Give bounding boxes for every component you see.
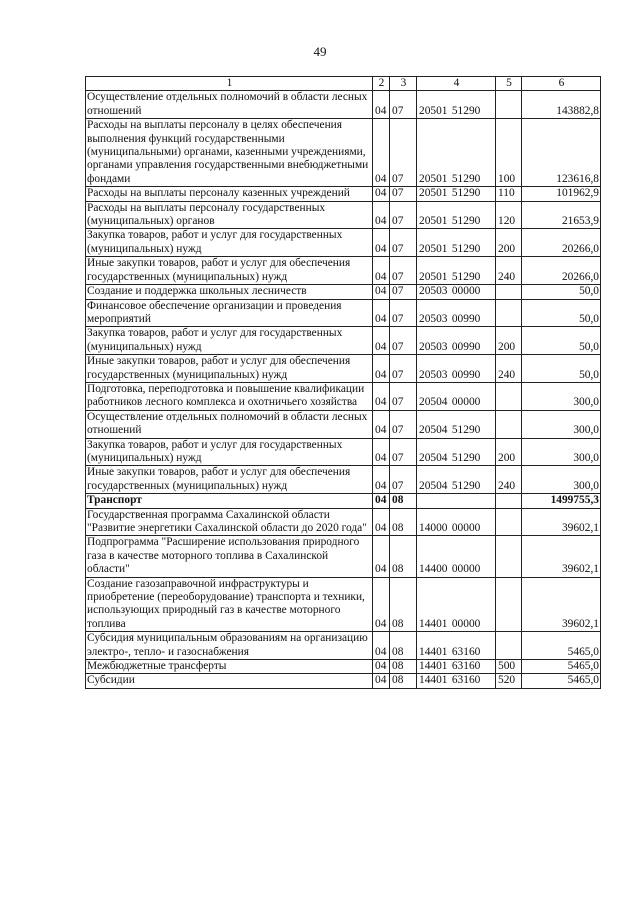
row-target-article — [417, 201, 496, 229]
row-name: Субсидии — [86, 674, 373, 688]
header-cell: 2 — [373, 77, 390, 91]
table-row — [86, 382, 601, 410]
row-subsection: 08 — [390, 536, 417, 577]
row-subsection: 08 — [390, 660, 417, 674]
row-subsection: 07 — [390, 299, 417, 327]
row-expense-type: 520 — [496, 674, 522, 688]
target-article-direction: 00990 — [451, 340, 481, 353]
row-target-article — [417, 382, 496, 410]
row-section: 04 — [373, 508, 390, 536]
row-target-article — [417, 494, 496, 508]
table-row — [86, 410, 601, 438]
row-expense-type: 120 — [496, 201, 522, 229]
table-row — [86, 355, 601, 383]
row-target-article — [417, 536, 496, 577]
row-subsection: 08 — [390, 494, 417, 508]
target-article-direction: 00000 — [451, 522, 481, 534]
row-target-article — [417, 187, 496, 201]
row-name: Иные закупки товаров, работ и услуг для обеспечения государственных (муниципальных) нужд — [86, 355, 373, 383]
target-article-direction: 00000 — [451, 396, 481, 409]
row-section: 04 — [373, 494, 390, 508]
row-expense-type — [496, 577, 522, 632]
table-row — [86, 299, 601, 327]
row-section: 04 — [373, 466, 390, 494]
row-amount: 50,0 — [522, 355, 601, 383]
target-article-program: 14000 — [419, 522, 448, 534]
row-section: 04 — [373, 438, 390, 466]
row-section: 04 — [373, 632, 390, 660]
row-expense-type — [496, 410, 522, 438]
row-name: Субсидия муниципальным образованиям на организацию электро-, тепло- и газоснабжения — [86, 632, 373, 660]
row-subsection: 07 — [390, 187, 417, 201]
target-article-program: 20503 — [419, 368, 448, 381]
row-section: 04 — [373, 536, 390, 577]
row-expense-type — [496, 508, 522, 536]
row-section: 04 — [373, 327, 390, 355]
row-section: 04 — [373, 382, 390, 410]
row-expense-type: 100 — [496, 119, 522, 187]
target-article-program: 14401 — [419, 617, 448, 630]
target-article-direction: 51290 — [451, 215, 481, 228]
target-article-direction: 00000 — [451, 563, 481, 576]
row-subsection: 07 — [390, 119, 417, 187]
row-target-article — [417, 299, 496, 327]
row-expense-type — [496, 382, 522, 410]
row-expense-type: 200 — [496, 438, 522, 466]
row-section: 04 — [373, 201, 390, 229]
row-subsection: 07 — [390, 438, 417, 466]
target-article-direction: 51290 — [451, 172, 481, 185]
row-subsection: 07 — [390, 285, 417, 299]
row-target-article — [417, 229, 496, 257]
table-row — [86, 285, 601, 299]
row-amount: 300,0 — [522, 382, 601, 410]
target-article-direction: 51290 — [451, 187, 481, 200]
target-article-direction: 63160 — [451, 645, 481, 658]
row-name: Иные закупки товаров, работ и услуг для обеспечения государственных (муниципальных) нужд — [86, 257, 373, 285]
row-name: Расходы на выплаты персоналу государственных (муниципальных) органов — [86, 201, 373, 229]
row-name: Межбюджетные трансферты — [86, 660, 373, 674]
row-expense-type — [496, 632, 522, 660]
row-amount: 1499755,3 — [522, 494, 601, 508]
target-article-direction: 51290 — [451, 479, 481, 492]
row-amount: 50,0 — [522, 285, 601, 299]
row-target-article — [417, 466, 496, 494]
row-amount: 5465,0 — [522, 632, 601, 660]
target-article-direction: 51290 — [451, 270, 481, 283]
row-name: Подготовка, переподготовка и повышение квалификации работников лесного комплекса и охотничьего хозяйства — [86, 382, 373, 410]
row-name: Государственная программа Сахалинской области "Развитие энергетики Сахалинской области до 2020 года" — [86, 508, 373, 536]
row-amount: 50,0 — [522, 299, 601, 327]
row-name: Закупка товаров, работ и услуг для государственных (муниципальных) нужд — [86, 327, 373, 355]
row-amount: 5465,0 — [522, 674, 601, 688]
target-article-program: 20504 — [419, 451, 448, 464]
row-name: Подпрограмма "Расширение использования природного газа в качестве моторного топлива в Сахалинской области" — [86, 536, 373, 577]
target-article-program: 20504 — [419, 396, 448, 409]
table-row — [86, 536, 601, 577]
row-amount: 21653,9 — [522, 201, 601, 229]
row-section: 04 — [373, 257, 390, 285]
row-amount: 300,0 — [522, 438, 601, 466]
target-article-program: 20503 — [419, 340, 448, 353]
row-section: 04 — [373, 577, 390, 632]
row-amount: 300,0 — [522, 466, 601, 494]
row-section: 04 — [373, 119, 390, 187]
target-article-program: 20501 — [419, 104, 448, 117]
row-section: 04 — [373, 355, 390, 383]
row-expense-type — [496, 299, 522, 327]
row-subsection: 07 — [390, 257, 417, 285]
row-expense-type: 500 — [496, 660, 522, 674]
row-target-article — [417, 410, 496, 438]
row-section: 04 — [373, 91, 390, 119]
row-subsection: 07 — [390, 466, 417, 494]
row-subsection: 08 — [390, 577, 417, 632]
row-subsection: 07 — [390, 355, 417, 383]
row-target-article — [417, 91, 496, 119]
row-subsection: 07 — [390, 229, 417, 257]
header-cell: 5 — [496, 77, 522, 91]
row-subsection: 07 — [390, 91, 417, 119]
row-expense-type: 200 — [496, 229, 522, 257]
table-row — [86, 438, 601, 466]
table-row — [86, 494, 601, 508]
table-row — [86, 660, 601, 674]
target-article-program: 20501 — [419, 242, 448, 255]
table-row — [86, 577, 601, 632]
row-amount: 39602,1 — [522, 536, 601, 577]
table-row — [86, 327, 601, 355]
target-article-direction: 00990 — [451, 312, 481, 325]
table-header-row — [86, 77, 601, 91]
table-row — [86, 466, 601, 494]
table-row — [86, 119, 601, 187]
row-subsection: 07 — [390, 382, 417, 410]
table-row — [86, 201, 601, 229]
row-section: 04 — [373, 674, 390, 688]
row-section: 04 — [373, 660, 390, 674]
row-target-article — [417, 508, 496, 536]
row-target-article — [417, 577, 496, 632]
target-article-program: 20504 — [419, 479, 448, 492]
row-name: Создание и поддержка школьных лесничеств — [86, 285, 373, 299]
row-name: Создание газозаправочной инфраструктуры и приобретение (переоборудование) транспорта и техники, использующих природный газ в качестве моторного топлива — [86, 577, 373, 632]
target-article-program: 14401 — [419, 645, 448, 658]
row-name: Транспорт — [86, 494, 373, 508]
row-amount: 5465,0 — [522, 660, 601, 674]
row-section: 04 — [373, 285, 390, 299]
page-number: 49 — [313, 44, 327, 59]
row-name: Расходы на выплаты персоналу казенных учреждений — [86, 187, 373, 201]
target-article-program: 20503 — [419, 312, 448, 325]
target-article-direction: 51290 — [451, 451, 481, 464]
table-row — [86, 91, 601, 119]
row-target-article — [417, 660, 496, 674]
row-target-article — [417, 285, 496, 299]
row-expense-type — [496, 285, 522, 299]
target-article-program: 14400 — [419, 563, 448, 576]
row-subsection: 07 — [390, 327, 417, 355]
row-target-article — [417, 119, 496, 187]
target-article-direction: 63160 — [451, 660, 481, 673]
row-name: Расходы на выплаты персоналу в целях обеспечения выполнения функций государственными (муниципальными) органами, казенными учреждениями, органами управления государственными внебюджетными фондами — [86, 119, 373, 187]
table-row — [86, 508, 601, 536]
row-section: 04 — [373, 187, 390, 201]
row-amount: 123616,8 — [522, 119, 601, 187]
target-article-direction: 63160 — [451, 674, 481, 687]
row-expense-type: 240 — [496, 355, 522, 383]
target-article-program: 20501 — [419, 172, 448, 185]
budget-table — [85, 76, 601, 689]
row-expense-type: 240 — [496, 257, 522, 285]
target-article-program: 14401 — [419, 660, 448, 673]
row-amount: 39602,1 — [522, 508, 601, 536]
target-article-program: 20501 — [419, 270, 448, 283]
header-cell: 4 — [417, 77, 496, 91]
row-target-article — [417, 438, 496, 466]
row-subsection: 08 — [390, 508, 417, 536]
table-row — [86, 674, 601, 688]
row-target-article — [417, 327, 496, 355]
target-article-program: 20501 — [419, 215, 448, 228]
row-amount: 300,0 — [522, 410, 601, 438]
row-expense-type: 240 — [496, 466, 522, 494]
row-name: Иные закупки товаров, работ и услуг для обеспечения государственных (муниципальных) нужд — [86, 466, 373, 494]
row-amount: 20266,0 — [522, 229, 601, 257]
target-article-direction: 00990 — [451, 368, 481, 381]
header-cell: 3 — [390, 77, 417, 91]
target-article-program: 20501 — [419, 187, 448, 200]
row-name: Закупка товаров, работ и услуг для государственных (муниципальных) нужд — [86, 229, 373, 257]
row-name: Финансовое обеспечение организации и проведения мероприятий — [86, 299, 373, 327]
row-expense-type — [496, 91, 522, 119]
row-name: Осуществление отдельных полномочий в области лесных отношений — [86, 91, 373, 119]
row-amount: 20266,0 — [522, 257, 601, 285]
table-row — [86, 229, 601, 257]
row-name: Закупка товаров, работ и услуг для государственных (муниципальных) нужд — [86, 438, 373, 466]
target-article-program: 20503 — [419, 285, 448, 298]
header-cell: 6 — [522, 77, 601, 91]
row-amount: 143882,8 — [522, 91, 601, 119]
row-amount: 39602,1 — [522, 577, 601, 632]
row-subsection: 08 — [390, 674, 417, 688]
row-amount: 101962,9 — [522, 187, 601, 201]
row-expense-type: 200 — [496, 327, 522, 355]
target-article-direction: 51290 — [451, 424, 481, 437]
target-article-program: 20504 — [419, 424, 448, 437]
row-amount: 50,0 — [522, 327, 601, 355]
row-subsection: 07 — [390, 201, 417, 229]
row-subsection: 08 — [390, 632, 417, 660]
row-section: 04 — [373, 299, 390, 327]
table-row — [86, 257, 601, 285]
row-expense-type: 110 — [496, 187, 522, 201]
row-section: 04 — [373, 410, 390, 438]
row-target-article — [417, 632, 496, 660]
row-expense-type — [496, 494, 522, 508]
target-article-direction: 51290 — [451, 104, 481, 117]
table-row — [86, 632, 601, 660]
row-expense-type — [496, 536, 522, 577]
row-target-article — [417, 355, 496, 383]
target-article-direction: 00000 — [451, 617, 481, 630]
target-article-direction: 00000 — [451, 285, 481, 298]
row-target-article — [417, 674, 496, 688]
row-name: Осуществление отдельных полномочий в области лесных отношений — [86, 410, 373, 438]
target-article-direction: 51290 — [451, 242, 481, 255]
row-target-article — [417, 257, 496, 285]
row-section: 04 — [373, 229, 390, 257]
header-cell: 1 — [86, 77, 373, 91]
table-row — [86, 187, 601, 201]
row-subsection: 07 — [390, 410, 417, 438]
target-article-program: 14401 — [419, 674, 448, 687]
